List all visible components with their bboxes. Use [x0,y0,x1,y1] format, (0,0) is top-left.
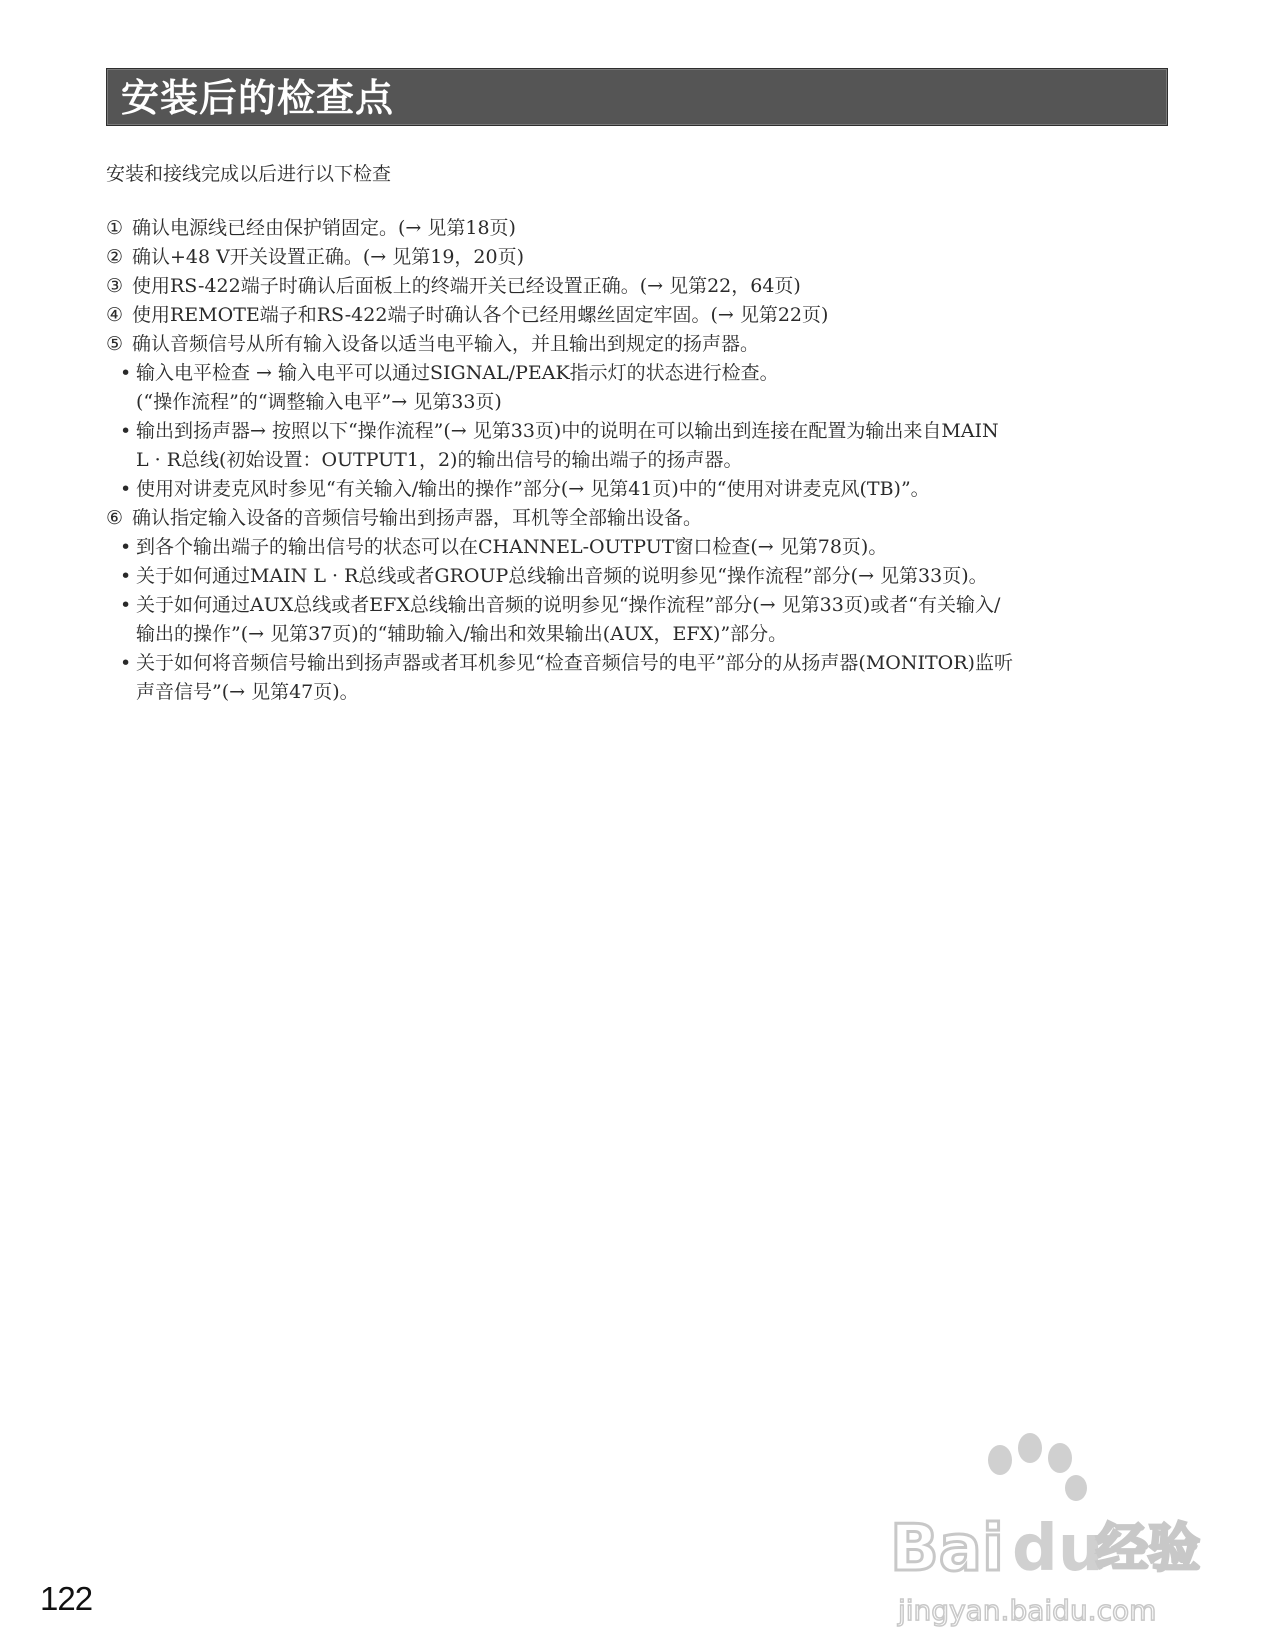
bullet-icon: • [120,420,132,442]
bullet-item [106,417,1176,446]
check-item-2 [106,243,1176,272]
paw-toe-icon [1048,1443,1072,1473]
bullet-text: 输入电平检查 → 输入电平可以通过SIGNAL/PEAK指示灯的状态进行检查。 [136,362,779,384]
item-text: 使用RS-422端子时确认后面板上的终端开关已经设置正确。(→ 见第22，64页) [132,275,801,297]
bullet-item [106,562,1176,591]
watermark-logo-jingyan: 经验 [1096,1519,1201,1579]
check-item-4 [106,301,1176,330]
intro-text: 安装和接线完成以后进行以下检查 [106,163,392,185]
baidu-jingyan-watermark [890,1430,1210,1630]
item-text: 确认音频信号从所有输入设备以适当电平输入，并且输出到规定的扬声器。 [132,333,760,355]
bullet-icon: • [120,536,132,558]
bullet-item [106,591,1176,620]
check-item-1 [106,214,1176,243]
bullet-text: 到各个输出端子的输出信号的状态可以在CHANNEL-OUTPUT窗口检查(→ 见第78页)。 [136,536,888,558]
item-number: ⑥ [106,507,124,529]
bullet-item [106,475,1176,504]
bullet-text: 输出到扬声器→ 按照以下“操作流程”(→ 见第33页)中的说明在可以输出到连接在配置为输出来自MAIN [136,420,999,442]
bullet-item [106,533,1176,562]
item-text: 使用REMOTE端子和RS-422端子时确认各个已经用螺丝固定牢固。(→ 见第22页) [132,304,829,326]
bullet-icon: • [120,652,132,674]
page-title: 安装后的检查点 [121,76,395,120]
paw-toe-icon [1018,1433,1042,1463]
item-number: ① [106,217,124,239]
watermark-logo-text: Bai [890,1512,1004,1586]
check-item-5 [106,330,1176,359]
bullet-item [106,649,1176,678]
check-item-3 [106,272,1176,301]
bullet-icon: • [120,565,132,587]
item-number: ③ [106,275,124,297]
bullet-icon: • [120,478,132,500]
section-title-bar [106,68,1168,126]
bullet-text: 使用对讲麦克风时参见“有关输入/输出的操作”部分(→ 见第41页)中的“使用对讲麦克风(TB)”。 [136,478,930,500]
item-number: ⑤ [106,333,124,355]
bullet-text: 关于如何通过MAIN L · R总线或者GROUP总线输出音频的说明参见“操作流程”部分(→ 见第33页)。 [136,565,988,587]
bullet-text: 关于如何将音频信号输出到扬声器或者耳机参见“检查音频信号的电平”部分的从扬声器(MONITOR)监听 [136,652,1013,674]
item-text: 确认电源线已经由保护销固定。(→ 见第18页) [132,217,516,239]
item-text: 确认+48 V开关设置正确。(→ 见第19，20页) [132,246,524,268]
item-number: ② [106,246,124,268]
bullet-continuation: 输出的操作”(→ 见第37页)的“辅助输入/输出和效果输出(AUX，EFX)”部分。 [136,623,788,645]
bullet-icon: • [120,594,132,616]
bullet-item [106,359,1176,388]
check-item-6 [106,504,1176,533]
bullet-text: 关于如何通过AUX总线或者EFX总线输出音频的说明参见“操作流程”部分(→ 见第33页)或者“有关输入/ [136,594,1001,616]
checklist-content [106,160,1176,707]
bullet-continuation: 声音信号”(→ 见第47页)。 [136,681,359,703]
paw-toe-icon [1065,1475,1087,1501]
watermark-logo-du: du [1012,1512,1104,1586]
item-text: 确认指定输入设备的音频信号输出到扬声器，耳机等全部输出设备。 [132,507,703,529]
page-number: 122 [40,1580,93,1617]
item-number: ④ [106,304,124,326]
bullet-continuation: L · R总线(初始设置：OUTPUT1，2)的输出信号的输出端子的扬声器。 [136,449,743,471]
paw-toe-icon [988,1445,1012,1475]
watermark-url: jingyan.baidu.com [898,1594,1157,1627]
bullet-icon: • [120,362,132,384]
bullet-continuation: (“操作流程”的“调整输入电平”→ 见第33页) [136,391,502,413]
